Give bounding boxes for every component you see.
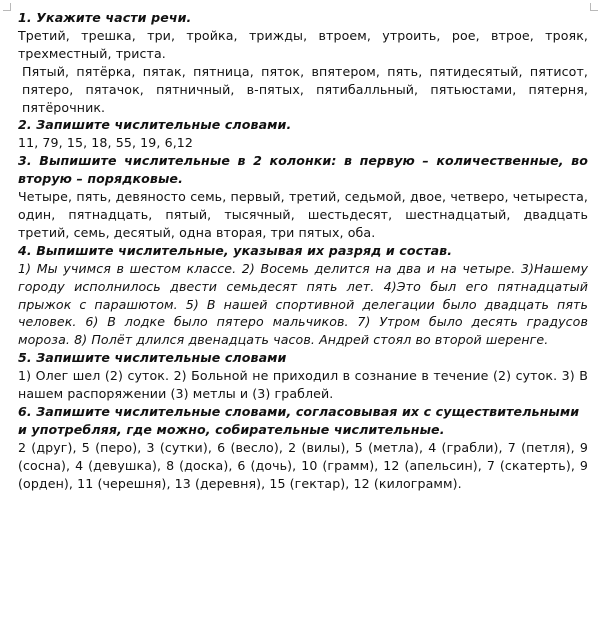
task-4-sentences: 1) Мы учимся в шестом классе. 2) Восемь делится на два и на четыре. 3)Нашему городу исполнилось двести семьдесят пять лет. 4)Это был его пятнадцатый прыжок с парашютом. 5) В нашей спортивной делегации было двадцать пять человек. 6) В лодке было пятеро мальчиков. 7) Утром было десять градусов мороза. 8) Полёт длился двенадцать часов. Андрей стоял во второй шеренге. — [18, 260, 588, 348]
document-body — [18, 9, 588, 492]
task-4-heading: 4. Выпишите числительные, указывая их разряд и состав. — [18, 242, 453, 258]
task-6-heading: 6. Запишите числительные словами, согласовывая их с существительными и употребляя, где можно, собирательные числительные. — [18, 403, 580, 437]
task-6-items: 2 (друг), 5 (перо), 3 (сутки), 6 (весло), 2 (вилы), 5 (метла), 4 (грабли), 7 (петля), 9 (сосна), 4 (девушка), 8 (доска), 6 (дочь), 10 (грамм), 12 (апельсин), 7 (скатерть), 9 (орден), 11 (черешня), 13 (деревня), 15 (гектар), 12 (килограмм). — [18, 439, 588, 491]
page-corner-mark-left — [3, 3, 11, 11]
task-2-numbers: 11, 79, 15, 18, 55, 19, 6,12 — [18, 135, 194, 151]
task-1-heading: 1. Укажите части речи. — [18, 10, 192, 25]
task-5-heading: 5. Запишите числительные словами — [18, 350, 287, 366]
task-1-words-three: Третий, трешка, три, тройка, трижды, втроем, утроить, рое, втрое, трояк, трехместный, триста. — [18, 27, 588, 61]
task-3-words: Четыре, пять, девяносто семь, первый, третий, седьмой, двое, четверо, четыреста, один, пятнадцать, пятый, тысячный, шестьдесят, шестнадцатый, двадцать третий, семь, десятый, одна вторая, три пятых, оба. — [18, 189, 588, 240]
page-corner-mark-right — [590, 3, 598, 11]
task-3-heading: 3. Выпишите числительные в 2 колонки: в первую – количественные, во вторую – порядковые. — [18, 153, 588, 187]
task-5-sentences: 1) Олег шел (2) суток. 2) Больной не приходил в сознание в течение (2) суток. 3) В нашем распоряжении (3) метлы и (3) граблей. — [18, 368, 588, 402]
task-1-words-five: Пятый, пятёрка, пятак, пятница, пяток, впятером, пять, пятидесятый, пятисот, пятеро, пятачок, пятничный, в-пятых, пятибалльный, пятьюстами, пятерня, пятёрочник. — [22, 63, 588, 115]
task-2-heading: 2. Запишите числительные словами. — [18, 117, 292, 133]
